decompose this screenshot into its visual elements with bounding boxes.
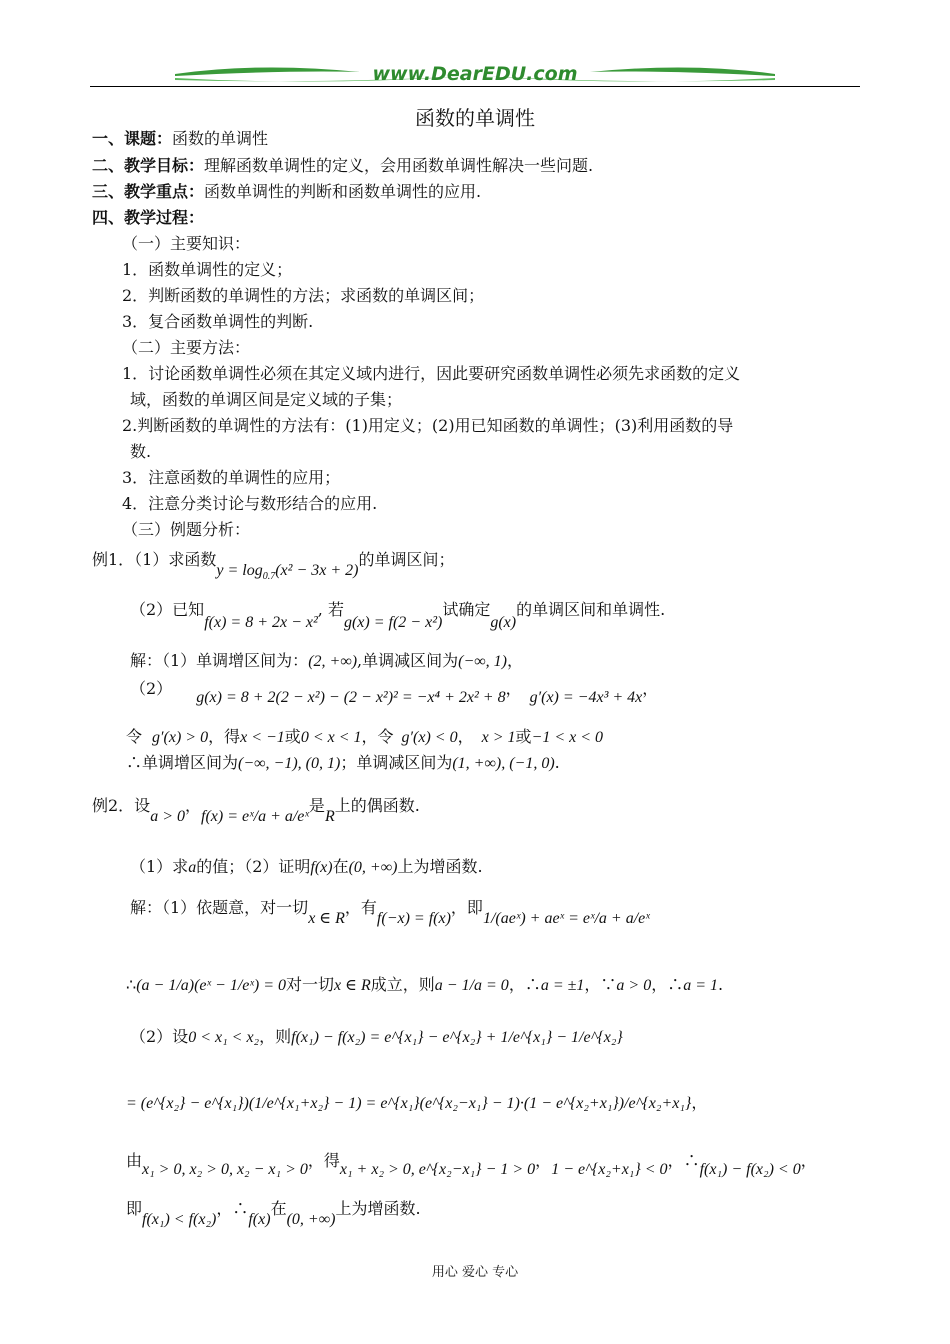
section-3-text: 函数单调性的判断和函数单调性的应用. [204,182,482,201]
section-1 [92,128,268,150]
text: ， [691,1093,708,1112]
section-1-text: 函数的单调性 [172,129,269,148]
math-sub: 0.7 [262,571,276,583]
math: (1, +∞), (−1, 0) [452,755,555,772]
math: x ∈ R [334,977,371,994]
math: f(x₁) − f(x₂) < 0 [699,1161,801,1178]
math: (−∞, −1), (0, 1) [238,755,341,772]
math: f(x₁) − f(x₂) = e^{x₁} − e^{x₂} + 1/e^{x₁} − 1/e^{x₂} [291,1029,623,1046]
ex2-solution-6 [126,1198,421,1228]
text: ， [505,679,522,698]
section-4-label: 四、教学过程： [92,208,205,227]
math: f(x₁) < f(x₂) [142,1211,217,1228]
ex2-problem-1 [92,795,420,825]
text: ∴单调增区间为 [126,753,239,772]
text: 解：（1）依题意，对一切 [130,898,309,917]
section-3-label: 三、教学重点： [92,182,205,201]
math: a > 0 [616,977,652,994]
text: 的值；（2）证明 [196,857,311,876]
text: ， [184,796,201,815]
knowledge-item: 3．复合函数单调性的判断. [122,312,314,331]
text: 例1．（1）求函数 [92,550,217,569]
ex1-problem-2 [130,599,666,631]
section-3 [92,181,481,203]
math: g′(x) < 0 [401,729,458,746]
math: f(x) = 8 + 2x − x² [204,614,318,631]
math: f(x) [310,859,333,876]
text: 或 [515,727,532,746]
text: 即 [126,1199,143,1218]
text: 是 [308,796,325,815]
knowledge-heading: （一）主要知识： [122,234,251,253]
ex1-problem-1 [92,549,455,583]
math: x > 1 [481,729,516,746]
method-4: 4．注意分类讨论与数形结合的应用. [122,494,378,513]
text: 成立，则 [370,975,435,994]
text: 在 [270,1199,287,1218]
section-2-label: 二、教学目标： [92,156,205,175]
math: f(−x) = f(x) [376,910,451,927]
math: (0, +∞) [286,1211,336,1228]
text: ， [507,651,524,670]
math: g(x) = 8 + 2(2 − x²) − (2 − x²)² = −x⁴ + 2x² + 8 [196,689,506,706]
text: 的单调区间； [358,550,455,569]
ex2-solution-2 [126,974,723,997]
text: ，∴ [216,1199,249,1218]
math: 1/(aeˣ) + aeˣ = eˣ/a + a/eˣ [482,910,650,927]
math: (2, +∞) [308,653,358,670]
ex2-problem-2 [130,856,483,879]
examples-heading: （三）例题分析： [122,520,251,539]
math: (0, +∞) [348,859,398,876]
page-footer: 用心 爱心 专心 [431,1265,519,1280]
section-2-text: 理解函数单调性的定义，会用函数单调性解决一些问题. [204,156,594,175]
ex2-solution-4 [126,1092,707,1115]
text: ，有 [344,898,377,917]
math: f(x) [248,1211,271,1228]
text: ，得 [307,1151,340,1170]
ex2-solution-3 [130,1026,623,1049]
math: a > 0 [150,808,185,825]
math: 0 < x₁ < x₂ [188,1029,260,1046]
text: ,单调减区间为 [357,651,459,670]
text: ， [535,1151,552,1170]
method-2a: 2.判断函数的单调性的方法有：(1)用定义；(2)用已知函数的单调性；(3)利用函数的导 [122,416,734,435]
knowledge-item: 1．函数单调性的定义； [122,260,293,279]
text: . [718,975,724,994]
ex1-solution-2 [130,678,659,706]
math: g′(x) = −4x³ + 4x [529,689,643,706]
math: −1 < x < 0 [531,729,604,746]
math: a = ±1 [540,977,585,994]
text: 上为增函数. [335,1199,421,1218]
text: 令 [126,727,143,746]
section-2 [92,155,593,177]
math: (−∞, 1) [458,653,507,670]
math: y = log [216,562,263,579]
text: ， [800,1151,817,1170]
math: x₁ > 0, x₂ > 0, x₂ − x₁ > 0 [142,1161,308,1178]
text: （1）求 [130,857,189,876]
math: a − 1/a = 0 [434,977,509,994]
math: g(x) [490,614,517,631]
page-title: 函数的单调性 [415,106,535,130]
math: 1 − e^{x₂+x₁} < 0 [551,1161,668,1178]
text: 由 [126,1151,143,1170]
text: 上为增函数. [397,857,483,876]
text: ，∴ [667,1151,700,1170]
header-rule [90,86,860,87]
text: （2） [130,679,173,698]
text: ，令 [361,727,394,746]
math: = (e^{x₂} − e^{x₁})(1/e^{x₁+x₂} − 1) = e^{x₁}(e^{x₂−x₁} − 1)·(1 − e^{x₂+x₁})/e^{x₂+x₁} [126,1095,692,1112]
text: ， [642,679,659,698]
method-2b: 数. [130,442,152,461]
text: （2）已知 [130,600,205,619]
knowledge-item: 2．判断函数的单调性的方法；求函数的单调区间； [122,286,485,305]
text: 或 [284,727,301,746]
text: ，∴ [651,975,684,994]
math: a = 1 [683,977,719,994]
section-1-label: 一、课题： [92,129,173,148]
ex1-solution-4 [126,752,560,775]
text: 解：（1）单调增区间为： [130,651,309,670]
text: ， [457,727,474,746]
ex2-solution-1 [130,897,650,927]
text: ，得 [208,727,241,746]
text: （2）设 [130,1027,189,1046]
methods-heading: （二）主要方法： [122,338,251,357]
text: 在 [332,857,349,876]
math: x ∈ R [308,910,345,927]
text: , 若 [317,600,344,619]
text: ∴ [126,975,137,994]
site-logo [170,60,780,88]
math: (x² − 3x + 2) [275,562,359,579]
text: ，则 [259,1027,292,1046]
method-3: 3．注意函数的单调性的应用； [122,468,341,487]
math: f(x) = eˣ/a + a/eˣ [201,808,309,825]
ex1-solution-1 [130,650,523,673]
text: 对一切 [286,975,335,994]
text: ，即 [450,898,483,917]
math: g′(x) > 0 [152,729,209,746]
math: a [188,859,197,876]
method-1a: 1．讨论函数单调性必须在其定义域内进行，因此要研究函数单调性必须先求函数的定义 [122,364,741,383]
math: x < −1 [240,729,285,746]
method-1b: 域，函数的单调区间是定义域的子集； [130,390,403,409]
logo-text: www.DearEDU.com [372,63,578,85]
math: (a − 1/a)(eˣ − 1/eˣ) = 0 [136,977,287,994]
text: 例2．设 [92,796,151,815]
text: 的单调区间和单调性. [516,600,666,619]
ex1-solution-3 [126,726,603,749]
text: ，∴ [508,975,541,994]
text: ，∵ [584,975,617,994]
math: x₁ + x₂ > 0, e^{x₂−x₁} − 1 > 0 [339,1161,536,1178]
ex2-solution-5 [126,1150,817,1178]
math: R [324,808,335,825]
math: g(x) = f(2 − x²) [343,614,443,631]
text: . [554,753,560,772]
text: 试确定 [442,600,491,619]
text: ；单调减区间为 [340,753,453,772]
math: 0 < x < 1 [300,729,362,746]
text: 上的偶函数. [334,796,420,815]
